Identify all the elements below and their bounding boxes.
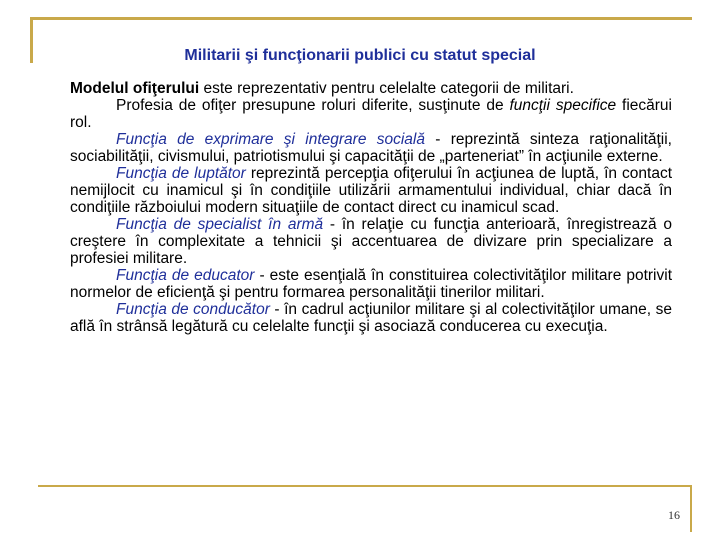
profession-emphasis: funcţii specifice (509, 97, 617, 114)
paragraph-fighter-function (70, 165, 672, 216)
leader-function-term: Funcţia de conducător (116, 301, 270, 318)
paragraph-specialist-function (70, 216, 672, 267)
frame-bottom-line (38, 485, 692, 487)
slide-title: Militarii şi funcţionarii publici cu statut special (184, 47, 536, 64)
specialist-function-term: Funcţia de specialist în armă (116, 216, 324, 233)
profession-end: fiecărui rol. (70, 97, 672, 131)
intro-lead: Modelul ofiţerului (70, 80, 200, 97)
paragraph-leader-function (70, 301, 672, 335)
slide-body (70, 80, 672, 335)
paragraph-profession (70, 97, 672, 131)
intro-text: este reprezentativ pentru celelalte categorii de militari. (199, 80, 574, 97)
social-function-text: - reprezintă sinteza raţionalităţii, sociabilităţii, civismului, patriotismului şi capacităţii de „parteneriat” în acţiunile externe. (70, 131, 672, 165)
fighter-function-text: reprezintă percepţia ofiţerului în acţiunea de luptă, în contact nemijlocit cu inamicul şi în condiţiile utilizării armamentului individual, chiar dacă în condiţiile războiului modern situaţiile de contact direct cu inamicul scad. (70, 165, 672, 216)
paragraph-intro (70, 80, 672, 97)
educator-function-term: Funcţia de educator (116, 267, 255, 284)
social-function-term: Funcţia de exprimare şi integrare socială (116, 131, 425, 148)
leader-function-text: - în cadrul acţiunilor militare şi al colectivităţilor umane, se află în strânsă legătură cu celelalte funcţii şi asociază conducerea cu execuţia. (70, 301, 672, 335)
paragraph-social-function (70, 131, 672, 165)
frame-right-line (690, 485, 692, 532)
frame-top-line (30, 17, 692, 20)
profession-text: Profesia de ofiţer presupune roluri diferite, susţinute de (116, 97, 510, 114)
specialist-function-text: - în relaţie cu funcţia anterioară, înregistrează o creştere în complexitate a tehnicii şi accentuarea de divizare prin specializare a profesiei militare. (70, 216, 672, 267)
fighter-function-term: Funcţia de luptător (116, 165, 246, 182)
paragraph-educator-function (70, 267, 672, 301)
page-number: 16 (668, 508, 680, 522)
educator-function-text: - este esenţială în constituirea colectivităţilor militare potrivit normelor de eficienţă şi pentru formarea personalităţii tinerilor militari. (70, 267, 672, 301)
